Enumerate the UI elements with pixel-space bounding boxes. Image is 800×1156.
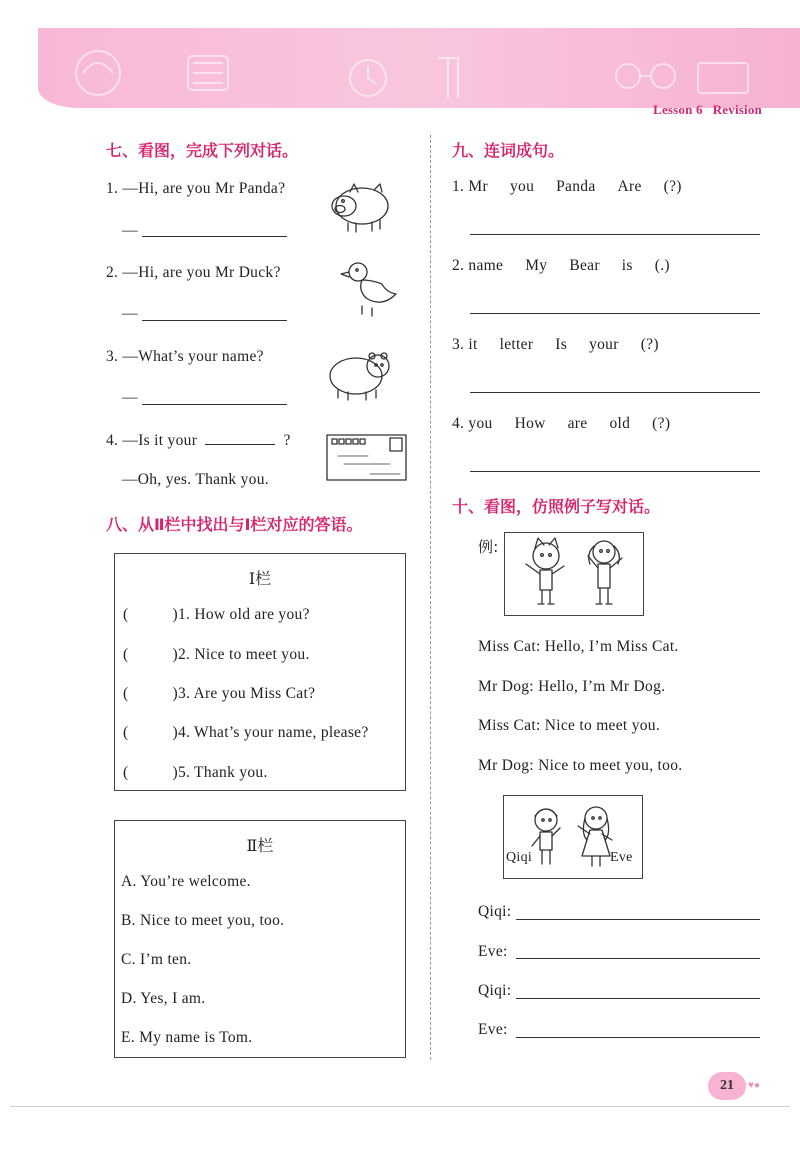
sec7-q4-blank[interactable] <box>205 432 275 445</box>
sec7-q1: 1. —Hi, are you Mr Panda? <box>106 180 286 197</box>
dialog-line-1[interactable] <box>516 919 760 920</box>
sec9-answer-line-4[interactable] <box>470 471 760 472</box>
sec9-item-2-num: 2. <box>452 257 465 274</box>
eve-label: Eve <box>610 850 633 865</box>
lesson-label <box>643 102 762 118</box>
example-line-4: Mr Dog: Nice to meet you, too. <box>478 757 683 774</box>
dialog-line-2[interactable] <box>516 958 760 959</box>
page-number: 21 <box>708 1072 746 1100</box>
col1-item-5-open: ( <box>123 764 129 781</box>
sec7-q4 <box>106 432 291 450</box>
column1-title: Ⅰ栏 <box>248 569 272 588</box>
sec9-item-4-word: you <box>468 415 493 432</box>
doodle-decoration-icon <box>38 28 800 108</box>
column-divider <box>430 135 431 1060</box>
sec7-a3-dash: — <box>122 389 138 406</box>
pig-icon <box>326 176 392 236</box>
sec7-a1-dash: — <box>122 222 138 239</box>
sec9-item-1-punct: (?) <box>663 178 682 195</box>
sec9-item-4-punct: (?) <box>652 415 671 432</box>
sec9-answer-line-3[interactable] <box>470 392 760 393</box>
sec7-q3: 3. —What’s your name? <box>106 348 264 365</box>
col1-item-3 <box>123 685 315 703</box>
sec9-item-1-word: you <box>509 178 535 195</box>
sec7-q4-end: ? <box>283 432 291 449</box>
example-line-3: Miss Cat: Nice to meet you. <box>478 717 661 734</box>
sec9-item-4-num: 4. <box>452 415 465 432</box>
speaker-2: Eve: <box>478 943 508 960</box>
sec9-item-1-word: Are <box>617 178 642 195</box>
sec9-item-1-word: Panda <box>556 178 596 195</box>
sec9-item-4-word: How <box>514 415 546 432</box>
sec9-item-3 <box>452 336 659 354</box>
col1-item-1-close: ) <box>172 606 178 623</box>
col1-item-2-text: 2. Nice to meet you. <box>177 646 310 663</box>
duck-icon <box>340 258 400 322</box>
sec9-item-2-punct: (.) <box>654 257 670 274</box>
col2-item-a: A. You’re welcome. <box>121 873 251 890</box>
sec9-item-3-num: 3. <box>452 336 465 353</box>
col1-item-3-text: 3. Are you Miss Cat? <box>177 685 316 702</box>
speaker-3: Qiqi: <box>478 982 512 999</box>
sec9-item-2-word: name <box>468 257 504 274</box>
section10-title: 十、看图，仿照例子写对话。 <box>452 497 661 516</box>
sec7-a1-line[interactable] <box>142 236 287 237</box>
col2-item-b: B. Nice to meet you, too. <box>121 912 285 929</box>
col1-item-2 <box>123 646 310 664</box>
bear-icon <box>326 346 396 402</box>
col1-item-4-open: ( <box>123 724 129 741</box>
col1-item-5-close: ) <box>172 764 178 781</box>
qiqi-eve-picture <box>503 795 643 879</box>
col1-item-5 <box>123 764 268 782</box>
sec9-item-3-word: it <box>468 336 478 353</box>
col1-item-3-open: ( <box>123 685 129 702</box>
col1-item-4-text: 4. What’s your name, please? <box>177 724 369 741</box>
sec7-q4-text: 4. —Is it your <box>106 432 198 449</box>
qiqi-label: Qiqi <box>506 850 533 865</box>
col1-item-1 <box>123 606 310 624</box>
speaker-1: Qiqi: <box>478 903 512 920</box>
sec9-item-2-word: is <box>621 257 633 274</box>
sec9-item-1 <box>452 178 682 196</box>
sec7-a2-dash: — <box>122 305 138 322</box>
header-banner <box>38 28 800 108</box>
section7-title: 七、看图，完成下列对话。 <box>106 141 299 160</box>
sec9-answer-line-2[interactable] <box>470 313 760 314</box>
example-label: 例: <box>478 538 499 556</box>
column1-box <box>114 553 406 791</box>
sec7-q2: 2. —Hi, are you Mr Duck? <box>106 264 281 281</box>
dialog-line-4[interactable] <box>516 1037 760 1038</box>
envelope-icon <box>326 434 408 482</box>
sec9-item-2 <box>452 257 670 275</box>
sec9-item-1-word: Mr <box>468 178 488 195</box>
col1-item-5-text: 5. Thank you. <box>177 764 268 781</box>
sec7-a2-line[interactable] <box>142 320 287 321</box>
sec9-item-3-punct: (?) <box>640 336 659 353</box>
heart-dots-icon: ♥● <box>748 1080 760 1091</box>
sec9-item-1-num: 1. <box>452 178 465 195</box>
sec9-item-2-word: My <box>525 257 548 274</box>
col2-item-c: C. I’m ten. <box>121 951 192 968</box>
sec9-item-4-word: are <box>567 415 588 432</box>
bottom-rule <box>10 1106 790 1107</box>
column2-box <box>114 820 406 1058</box>
col1-item-3-close: ) <box>172 685 178 702</box>
sec9-item-2-word: Bear <box>569 257 600 274</box>
revision-label: Revision <box>712 102 762 117</box>
sec7-a3-line[interactable] <box>142 404 287 405</box>
section9-title: 九、连词成句。 <box>452 141 565 160</box>
speaker-4: Eve: <box>478 1021 508 1038</box>
sec9-item-3-word: letter <box>499 336 534 353</box>
col2-item-e: E. My name is Tom. <box>121 1029 253 1046</box>
section8-title: 八、从Ⅱ栏中找出与Ⅰ栏对应的答语。 <box>106 515 363 534</box>
sec9-item-4-word: old <box>609 415 631 432</box>
col1-item-2-close: ) <box>172 646 178 663</box>
sec9-item-4 <box>452 415 670 433</box>
col1-item-1-text: 1. How old are you? <box>177 606 310 623</box>
example-line-2: Mr Dog: Hello, I’m Mr Dog. <box>478 678 666 695</box>
dialog-line-3[interactable] <box>516 998 760 999</box>
cat-dog-picture-icon <box>504 532 644 616</box>
col2-item-d: D. Yes, I am. <box>121 990 206 1007</box>
column2-title: Ⅱ栏 <box>246 836 274 855</box>
sec9-item-3-word: Is <box>555 336 568 353</box>
col1-item-1-open: ( <box>123 606 129 623</box>
col1-item-4 <box>123 724 369 742</box>
col1-item-4-close: ) <box>172 724 178 741</box>
lesson-number: Lesson 6 <box>653 102 703 117</box>
sec7-a4: —Oh, yes. Thank you. <box>122 471 269 488</box>
col1-item-2-open: ( <box>123 646 129 663</box>
sec9-item-3-word: your <box>589 336 619 353</box>
sec9-answer-line-1[interactable] <box>470 234 760 235</box>
example-line-1: Miss Cat: Hello, I’m Miss Cat. <box>478 638 679 655</box>
